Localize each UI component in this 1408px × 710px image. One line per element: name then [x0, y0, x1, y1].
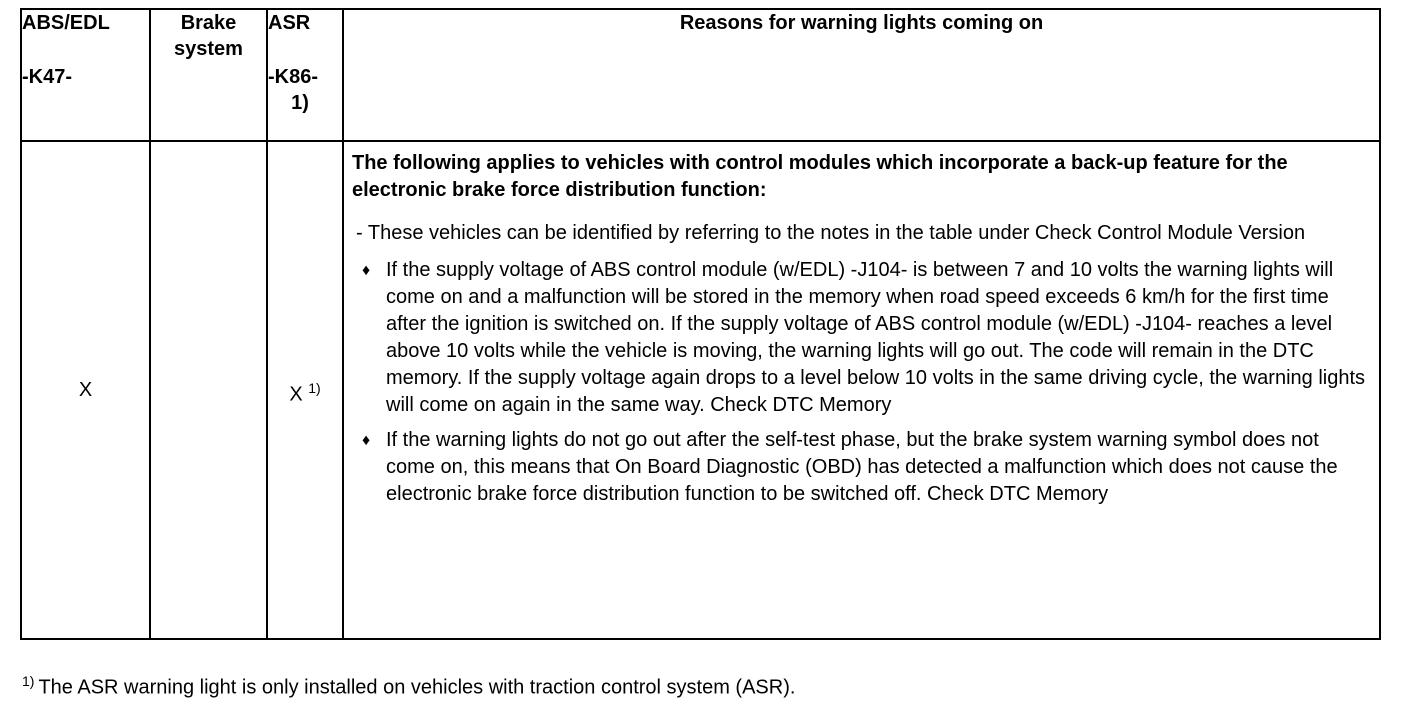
- table-header-row: [21, 9, 1380, 141]
- reasons-note: - These vehicles can be identified by referring to the notes in the table under Check Control Module Version: [356, 222, 1306, 244]
- header-asr-title: ASR: [268, 12, 311, 34]
- abs-edl-mark-cell: [21, 141, 150, 639]
- diamond-bullet-icon: ♦: [362, 262, 371, 279]
- header-asr-code: -K86-: [268, 66, 319, 88]
- asr-mark-cell: [267, 141, 343, 639]
- header-abs-edl: [21, 9, 150, 141]
- reasons-intro: The following applies to vehicles with control modules which incorporate a back-up feature for the electronic brake force distribution function:: [352, 152, 1288, 201]
- footnote-text: The ASR warning light is only installed on vehicles with traction control system (ASR).: [38, 676, 796, 699]
- bullet-text: If the warning lights do not go out after the self-test phase, but the brake system warning symbol does not come on, this means that On Board Diagnostic (OBD) has detected a malfunction which does not cause the electronic brake force distribution function to be switched off. Check DTC Memory: [386, 429, 1338, 505]
- warning-lights-table: [20, 8, 1381, 640]
- header-reasons-label: Reasons for warning lights coming on: [679, 12, 1044, 34]
- footnote: [22, 668, 795, 701]
- bullet-text: If the supply voltage of ABS control module (w/EDL) -J104- is between 7 and 10 volts the warning lights will come on and a malfunction will be stored in the memory when road speed exceeds 6 km/h for the first time after the ignition is switched on. If the supply voltage of ABS control module (w/EDL) -J104- reaches a level above 10 volts while the vehicle is moving, the warning lights will go out. The code will remain in the DTC memory. If the supply voltage again drops to a level below 10 volts in the same driving cycle, the warning lights will come on again in the same way. Check DTC Memory: [386, 259, 1366, 416]
- header-brake-system: [150, 9, 267, 141]
- asr-mark: X: [289, 383, 303, 406]
- header-abs-edl-title: ABS/EDL: [22, 12, 110, 34]
- header-asr-footnote-ref: 1): [291, 92, 309, 114]
- table-row: [21, 141, 1380, 639]
- reasons-cell: [343, 141, 1380, 639]
- reasons-bullet-list: [352, 257, 1369, 508]
- header-asr: [267, 9, 343, 141]
- list-item: [352, 257, 1369, 419]
- brake-system-mark-cell: [150, 141, 267, 639]
- footnote-marker: 1): [22, 673, 35, 689]
- abs-edl-mark: X: [78, 378, 93, 401]
- asr-mark-footnote-ref: 1): [308, 379, 321, 396]
- header-brake-system-label: Brake system: [174, 12, 243, 60]
- header-abs-edl-code: -K47-: [22, 66, 73, 88]
- list-item: [352, 427, 1369, 508]
- diamond-bullet-icon: ♦: [362, 432, 371, 449]
- header-reasons: [343, 9, 1380, 141]
